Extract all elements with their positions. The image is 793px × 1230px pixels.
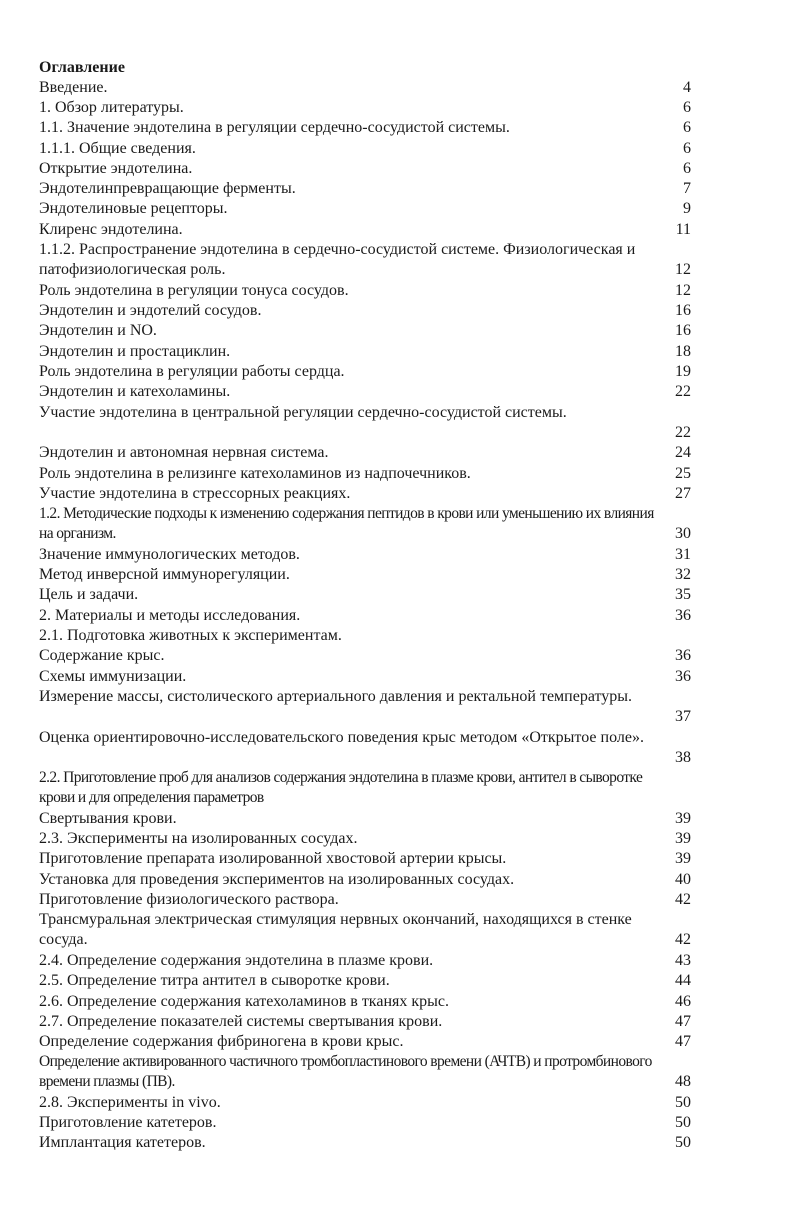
toc-entry-page-number: 36 [675,607,691,624]
toc-entry [39,1133,691,1153]
toc-entry-page-number: 43 [675,952,691,969]
toc-entry [39,829,691,849]
toc-entry-title: 2.5. Определение титра антител в сыворотке крови. [39,972,390,989]
toc-entry-page-number: 7 [683,180,691,197]
toc-entry-title: Роль эндотелина в релизинге катехоламинов из надпочечников. [39,465,471,482]
toc-entry-title: Цель и задачи. [39,586,139,603]
toc-entry-title: 2.4. Определение содержания эндотелина в плазме крови. [39,952,434,969]
toc-entry-page-number: 25 [675,465,691,482]
toc-entry [39,342,691,362]
toc-entry-title: 1. Обзор литературы. [39,99,184,116]
toc-entry [39,890,691,910]
toc-entry [39,910,691,950]
toc-entry-page-number: 12 [675,282,691,299]
toc-entry-page-number: 24 [675,444,691,461]
toc-entry [39,139,691,159]
toc-entry-title: 2.2. Приготовление проб для анализов содержания эндотелина в плазме крови, антител в сыворотке крови и для определения параметров [39,769,643,806]
toc-entry [39,849,691,869]
toc-entry [39,382,691,402]
toc-entry-title: Имплантация катетеров. [39,1134,206,1151]
toc-entry-page-number: 6 [683,160,691,177]
toc-entry-title: Эндотелин и простациклин. [39,343,231,360]
toc-entry [39,585,691,605]
toc-entry [39,687,691,727]
toc-entry-page-number: 50 [675,1134,691,1151]
toc-entry-page-number: 32 [675,566,691,583]
toc-entry [39,118,691,138]
toc-entry [39,809,691,829]
toc-entry [39,1052,691,1092]
toc-entry-page-number: 31 [675,546,691,563]
toc-entry [39,220,691,240]
toc-entry [39,321,691,341]
toc-entry-title: Метод инверсной иммунорегуляции. [39,566,290,583]
toc-entry [39,98,691,118]
toc-entry [39,240,691,280]
toc-entry [39,992,691,1012]
toc-entry [39,1113,691,1133]
toc-entry-title: Роль эндотелина в регуляции тонуса сосудов. [39,282,349,299]
toc-entry [39,443,691,463]
toc-entry [39,768,691,808]
toc-entry-page-number: 16 [675,322,691,339]
toc-entry-title: Участие эндотелина в стрессорных реакциях. [39,485,351,502]
toc-entry-title: Эндотелинпревращающие ферменты. [39,180,296,197]
toc-entry-page-number: 11 [675,221,691,238]
toc-entry-page-number: 12 [675,261,691,278]
toc-entry-title: Приготовление физиологического раствора. [39,891,339,908]
toc-entry-title: Эндотелиновые рецепторы. [39,200,228,217]
toc-entry-title: Схемы иммунизации. [39,668,187,685]
toc-entry-page-number: 6 [683,119,691,136]
toc-entry-page-number: 47 [675,1033,691,1050]
toc-entry-page-number: 6 [683,99,691,116]
toc-entry [39,78,691,98]
toc-entry-title: Роль эндотелина в регуляции работы сердца. [39,363,345,380]
toc-entry [39,565,691,585]
toc-entry-title: Содержание крыс. [39,647,165,664]
toc-entry [39,1012,691,1032]
toc-entry-page-number: 19 [675,363,691,380]
toc-entry [39,646,691,666]
toc-entry-title: Эндотелин и катехоламины. [39,383,231,400]
toc-entry-page-number: 50 [675,1114,691,1131]
toc-entry-title: 1.1. Значение эндотелина в регуляции сердечно-сосудистой системы. [39,119,510,136]
toc-entry-title: Трансмуральная электрическая стимуляция нервных окончаний, находящихся в стенке сосуда. [39,911,632,948]
toc-entry [39,464,691,484]
toc-entry-page-number: 37 [675,708,691,725]
toc-entry [39,484,691,504]
toc-entry [39,179,691,199]
toc-entry-title: Эндотелин и NO. [39,322,157,339]
toc-entry-page-number: 39 [675,830,691,847]
toc-entry-title: 2.3. Эксперименты на изолированных сосудах. [39,830,358,847]
toc-entry [39,403,691,443]
toc-entry [39,362,691,382]
toc-entry [39,667,691,687]
toc-entry-title: Оценка ориентировочно-исследовательского поведения крыс методом «Открытое поле». [39,729,644,746]
toc-entry-page-number: 39 [675,850,691,867]
toc-entry-title: 2. Материалы и методы исследования. [39,607,301,624]
toc-entry-page-number: 18 [675,343,691,360]
toc-entry-page-number: 16 [675,302,691,319]
toc-entry [39,870,691,890]
toc-entry [39,281,691,301]
toc-entry-title: Открытие эндотелина. [39,160,193,177]
toc-entry-page-number: 30 [675,525,691,542]
toc-entry-title: 2.7. Определение показателей системы свертывания крови. [39,1013,443,1030]
toc-entry-page-number: 42 [675,931,691,948]
toc-entry-page-number: 35 [675,586,691,603]
toc-entry [39,606,691,626]
toc-entry-title: Определение содержания фибриногена в крови крыс. [39,1033,404,1050]
toc-entry [39,728,691,768]
toc-entry-page-number: 6 [683,140,691,157]
toc-entry-title: Приготовление препарата изолированной хвостовой артерии крысы. [39,850,507,867]
toc-entry-page-number: 9 [683,200,691,217]
toc-entry-page-number: 22 [675,424,691,441]
toc-entry-page-number: 47 [675,1013,691,1030]
toc-entry [39,1093,691,1113]
toc-entry-title: Определение активированного частичного тромбопластинового времени (АЧТВ) и протромбинового времени плазмы (ПВ). [39,1053,652,1090]
toc-entry-title: Свертывания крови. [39,810,177,827]
toc-entry-title: Эндотелин и автономная нервная система. [39,444,329,461]
toc-heading: Оглавление [39,59,125,76]
toc-entry-page-number: 44 [675,972,691,989]
toc-entry [39,301,691,321]
toc-entry-page-number: 50 [675,1094,691,1111]
toc-entry [39,971,691,991]
toc-entry-title: Участие эндотелина в центральной регуляции сердечно-сосудистой системы. [39,404,567,421]
toc-entry [39,626,691,646]
toc-entry-page-number: 4 [683,79,691,96]
toc-entry-title: 1.2. Методические подходы к изменению содержания пептидов в крови или уменьшению их влияния на организм. [39,505,654,542]
toc-entry-page-number: 39 [675,810,691,827]
toc-entry-title: 2.1. Подготовка животных к экспериментам. [39,627,342,644]
toc-entry-title: 2.6. Определение содержания катехоламинов в тканях крыс. [39,993,449,1010]
toc-entry-title: 1.1.2. Распространение эндотелина в сердечно-сосудистой системе. Физиологическая и патофизиологическая роль. [39,241,636,278]
toc-entry-title: Эндотелин и эндотелий сосудов. [39,302,262,319]
toc-entry [39,545,691,565]
toc-entry-page-number: 36 [675,647,691,664]
toc-entry-page-number: 42 [675,891,691,908]
toc-entry-title: Установка для проведения экспериментов на изолированных сосудах. [39,871,515,888]
toc-entry-title: Приготовление катетеров. [39,1114,217,1131]
toc-entry-title: 1.1.1. Общие сведения. [39,140,196,157]
toc-entry [39,199,691,219]
toc-entry [39,504,691,544]
toc-entry [39,159,691,179]
toc-entry-page-number: 36 [675,668,691,685]
toc-entry-page-number: 22 [675,383,691,400]
toc-entry-page-number: 27 [675,485,691,502]
toc-entry [39,1032,691,1052]
toc-entry-title: Клиренс эндотелина. [39,221,183,238]
toc-entry-page-number: 38 [675,749,691,766]
toc-entry-title: Значение иммунологических методов. [39,546,300,563]
toc-entry-title: Измерение массы, систолического артериального давления и ректальной температуры. [39,688,633,705]
toc-entry [39,951,691,971]
toc-entry-title: Введение. [39,79,108,96]
toc-entry-title: 2.8. Эксперименты in vivo. [39,1094,221,1111]
toc-entry-page-number: 48 [675,1073,691,1090]
toc-entry-page-number: 46 [675,993,691,1010]
toc-entry-page-number: 40 [675,871,691,888]
